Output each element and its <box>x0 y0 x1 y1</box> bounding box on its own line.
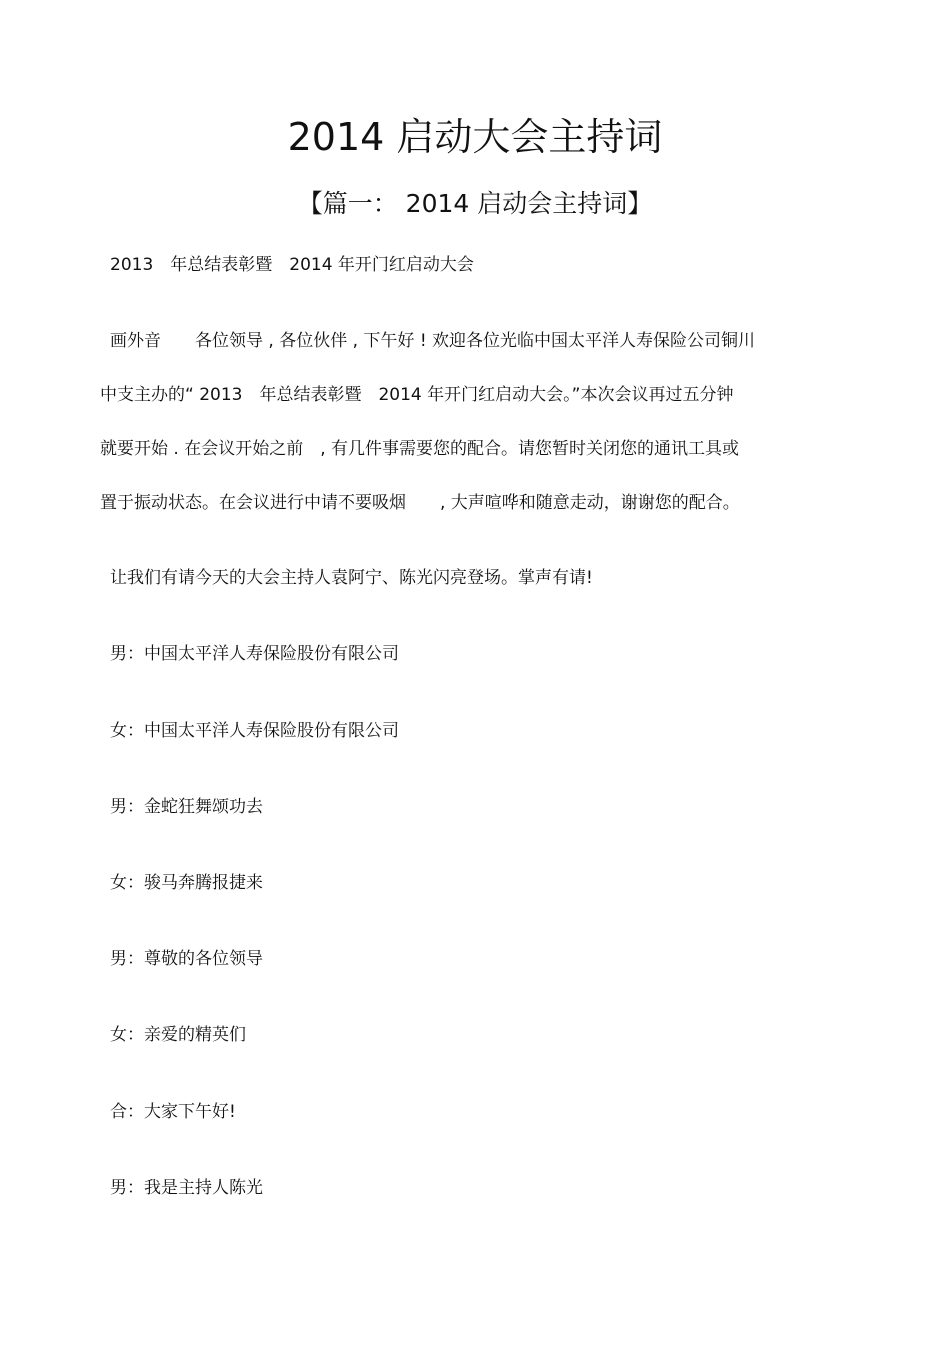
dialogue-line-5: 男：尊敬的各位领导 <box>110 949 263 969</box>
intro-line-1: 画外音 各位领导 , 各位伙伴 , 下午好 ! 欢迎各位光临中国太平洋人寿保险公司铜川 <box>110 331 756 351</box>
dialogue-line-4: 女：骏马奔腾报捷来 <box>110 873 263 893</box>
event-name-line: 2013 年总结表彰暨 2014 年开门红启动大会 <box>110 255 474 275</box>
invite-line: 让我们有请今天的大会主持人袁阿宁、陈光闪亮登场。掌声有请! <box>110 568 593 588</box>
document-title: 2014 启动大会主持词 <box>287 115 663 159</box>
intro-line-4: 置于振动状态。在会议进行中请不要吸烟 , 大声喧哗和随意走动，谢谢您的配合。 <box>100 493 740 513</box>
dialogue-line-6: 女：亲爱的精英们 <box>110 1025 246 1045</box>
dialogue-line-2: 女：中国太平洋人寿保险股份有限公司 <box>110 721 399 741</box>
section-heading: 【篇一： 2014 启动会主持词】 <box>297 189 653 218</box>
intro-line-2: 中支主办的“ 2013 年总结表彰暨 2014 年开门红启动大会。”本次会议再过五分钟 <box>100 385 734 405</box>
dialogue-line-8: 男：我是主持人陈光 <box>110 1178 263 1198</box>
dialogue-line-7: 合：大家下午好! <box>110 1102 236 1122</box>
dialogue-line-3: 男：金蛇狂舞颂功去 <box>110 797 263 817</box>
dialogue-line-1: 男：中国太平洋人寿保险股份有限公司 <box>110 644 399 664</box>
intro-line-3: 就要开始 . 在会议开始之前 , 有几件事需要您的配合。请您暂时关闭您的通讯工具或 <box>100 439 740 459</box>
